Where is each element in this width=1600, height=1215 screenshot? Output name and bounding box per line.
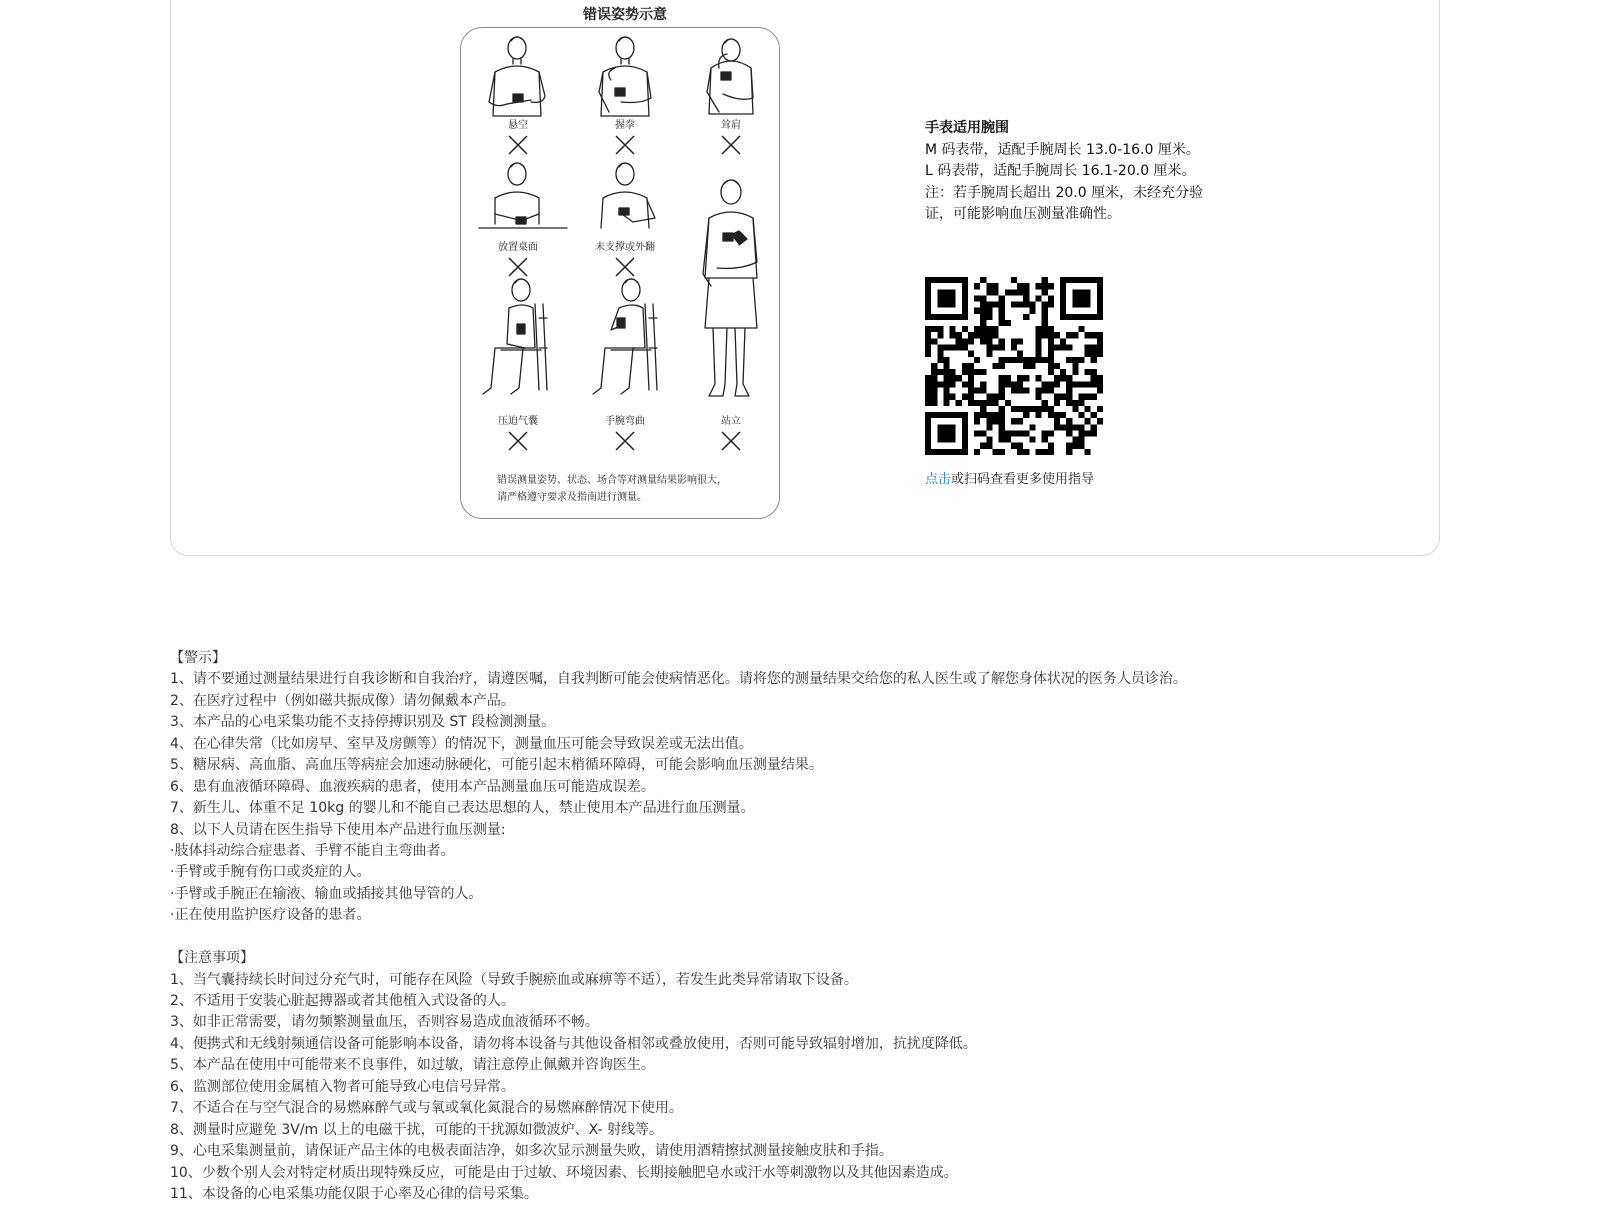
cross-icon <box>614 430 636 452</box>
figure-on-table <box>479 163 567 228</box>
precaution-item: 8、测量时应避免 3V/m 以上的电磁干扰，可能的干扰源如微波炉、X- 射线等。 <box>170 1121 664 1138</box>
figure-unsupported <box>601 163 655 228</box>
spec-line: 注：若手腕周长超出 20.0 厘米，未经充分验 <box>925 184 1204 201</box>
spec-line: M 码表带，适配手腕周长 13.0-16.0 厘米。 <box>925 141 1200 158</box>
cross-icon <box>507 256 529 278</box>
precaution-item: 2、不适用于安装心脏起搏器或者其他植入式设备的人。 <box>170 993 515 1009</box>
warning-item: 6、患有血液循环障碍、血液疾病的患者，使用本产品测量血压可能造成误差。 <box>170 778 655 795</box>
wrist-size-spec <box>925 118 1235 226</box>
wrong-posture-panel <box>460 27 780 519</box>
figure-bent-wrist <box>593 279 657 394</box>
warning-item: 1、请不要通过测量结果进行自我诊断和自我治疗，请遵医嘱，自我判断可能会使病情恶化。请将您的测量结果交给您的私人医生或了解您身体状况的医务人员诊治。 <box>170 671 1187 688</box>
spec-heading: 手表适用腕围 <box>925 120 1009 136</box>
panel-note: 错误测量姿势、状态、场合等对测量结果影响很大， 请严格遵守要求及指南进行测量。 <box>497 475 727 503</box>
spec-line: L 码表带，适配手腕周长 16.1-20.0 厘米。 <box>925 163 1196 179</box>
precaution-item: 9、心电采集测量前，请保证产品主体的电极表面洁净，如多次显示测量失败，请使用酒精擦拭测量接触皮肤和手指。 <box>170 1143 893 1160</box>
warning-item: ·手臂或手腕有伤口或炎症的人。 <box>170 864 371 881</box>
qr-caption-text: 或扫码查看更多使用指导 <box>951 472 1095 487</box>
warning-item: ·正在使用监护医疗设备的患者。 <box>170 907 371 924</box>
warning-item: 5、糖尿病、高血脂、高血压等病症会加速动脉硬化，可能引起末梢循环障碍，可能会影响血压测量结果。 <box>170 757 823 774</box>
warnings-heading: 【警示】 <box>170 650 226 666</box>
warnings-list <box>170 669 1550 926</box>
precautions-heading: 【注意事项】 <box>170 950 254 967</box>
precaution-item: 11、本设备的心电采集功能仅限于心率及心律的信号采集。 <box>170 1185 538 1202</box>
figure-pressed-cuff <box>483 279 547 394</box>
caption-on-table: 放置桌面 <box>498 242 538 253</box>
precaution-item: 5、本产品在使用中可能带来不良事件，如过敏，请注意停止佩戴并咨询医生。 <box>170 1057 655 1074</box>
warning-item: 2、在医疗过程中（例如磁共振成像）请勿佩戴本产品。 <box>170 692 515 709</box>
figure-suspended <box>489 37 545 116</box>
instructions-text <box>170 648 1550 1205</box>
caption-fist: 握拳 <box>615 120 635 131</box>
figure-title: 错误姿势示意 <box>583 7 667 23</box>
cross-icon <box>720 134 742 156</box>
warning-item: 8、以下人员请在医生指导下使用本产品进行血压测量: <box>170 821 506 838</box>
caption-standing: 站立 <box>721 416 741 427</box>
caption-suspended: 悬空 <box>508 120 528 131</box>
precaution-item: 7、不适合在与空气混合的易燃麻醉气或与氧或氧化氮混合的易燃麻醉情况下使用。 <box>170 1100 683 1117</box>
spec-line: 证，可能影响血压测量准确性。 <box>925 206 1121 222</box>
precaution-item: 6、监测部位使用金属植入物者可能导致心电信号异常。 <box>170 1078 515 1095</box>
precautions-list <box>170 970 1550 1206</box>
precaution-item: 4、便携式和无线射频通信设备可能影响本设备，请勿将本设备与其他设备相邻或叠放使用，否则可能导致辐射增加，抗扰度降低。 <box>170 1035 977 1052</box>
qr-caption <box>925 468 1094 487</box>
figure-standing <box>703 180 757 396</box>
caption-pressed-cuff: 压迫气囊 <box>498 416 538 427</box>
qr-code[interactable] <box>925 277 1103 455</box>
cross-icon <box>720 430 742 452</box>
cross-icon <box>614 256 636 278</box>
figure-fist <box>599 37 651 116</box>
warning-item: 7、新生儿、体重不足 10kg 的婴儿和不能自己表达思想的人，禁止使用本产品进行血压测量。 <box>170 800 755 817</box>
caption-bent-wrist: 手腕弯曲 <box>605 416 645 427</box>
cross-icon <box>614 134 636 156</box>
precaution-item: 10、少数个别人会对特定材质出现特殊反应，可能是由于过敏、环境因素、长期接触肥皂水或汗水等刺激物以及其他因素造成。 <box>170 1164 958 1181</box>
guide-card <box>170 0 1440 556</box>
click-link[interactable]: 点击 <box>925 472 952 487</box>
cross-icon <box>507 134 529 156</box>
warning-item: ·肢体抖动综合症患者、手臂不能自主弯曲者。 <box>170 842 455 859</box>
precaution-item: 3、如非正常需要，请勿频繁测量血压，否则容易造成血液循环不畅。 <box>170 1014 599 1031</box>
warning-item: 4、在心律失常（比如房早、室早及房颤等）的情况下，测量血压可能会导致误差或无法出值。 <box>170 735 753 752</box>
warning-item: ·手臂或手腕正在输液、输血或插接其他导管的人。 <box>170 885 483 902</box>
figure-shrug <box>707 39 753 114</box>
warning-item: 3、本产品的心电采集功能不支持停搏识别及 ST 段检测测量。 <box>170 714 556 731</box>
caption-shrug: 耸肩 <box>721 120 741 131</box>
caption-unsupported: 未支撑或外翻 <box>595 242 655 253</box>
cross-icon <box>507 430 529 452</box>
precaution-item: 1、当气囊持续长时间过分充气时，可能存在风险（导致手腕瘀血或麻痹等不适），若发生此类异常请取下设备。 <box>170 971 858 988</box>
